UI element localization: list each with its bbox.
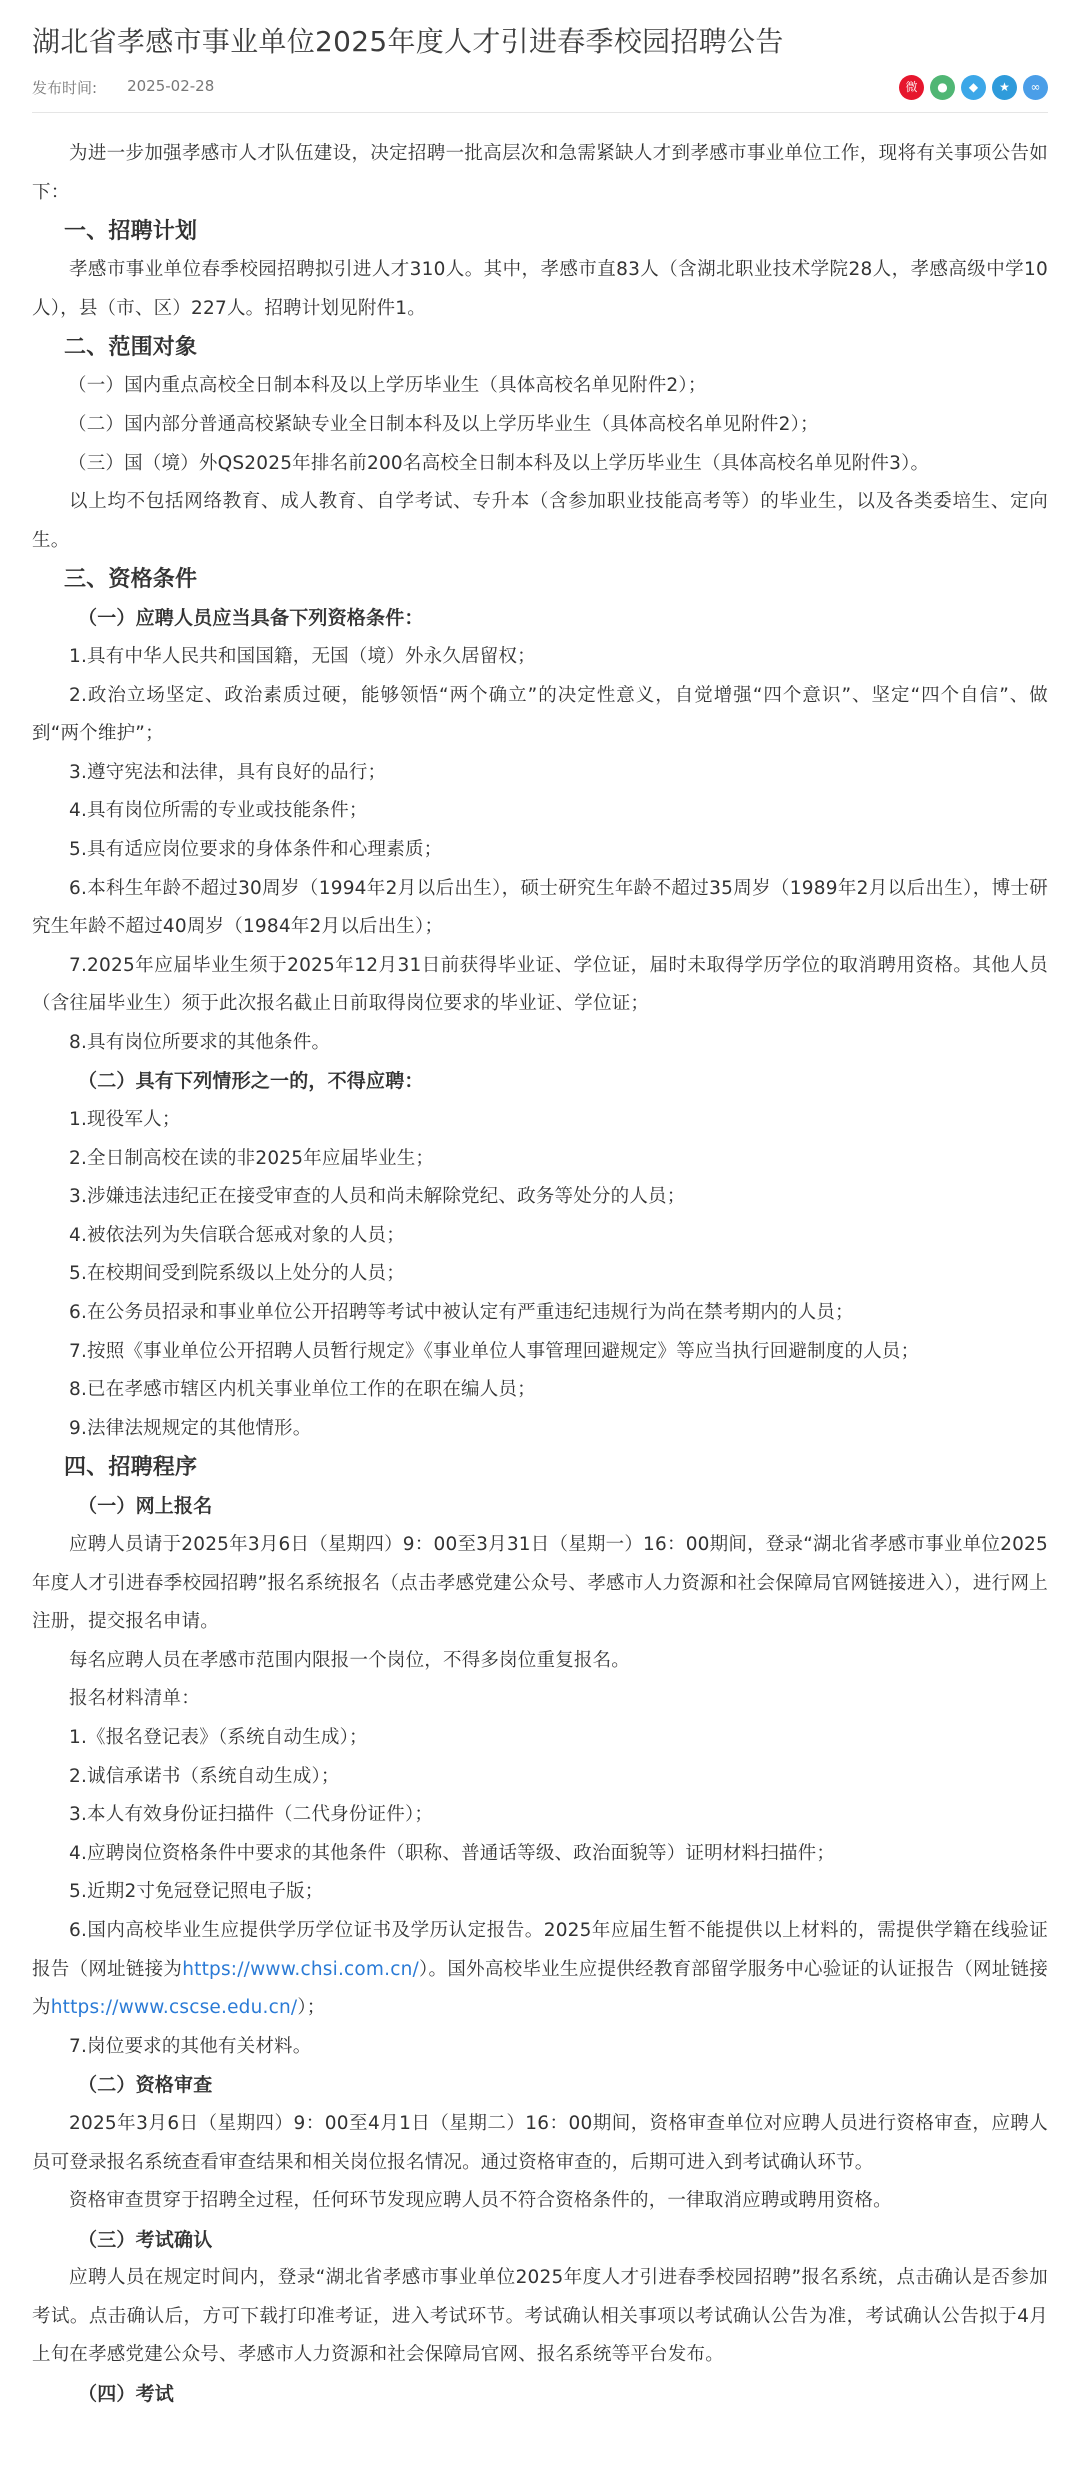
article-body: [32, 113, 1048, 2414]
cscse-link[interactable]: https://www.cscse.edu.cn/: [50, 1997, 298, 2019]
section-heading: 三、资格条件: [64, 567, 198, 593]
material-6-text-c: ）；: [297, 1997, 326, 2019]
paragraph: 2025年3月6日（星期四）9：00至4月1日（星期二）16：00期间，资格审查单位对应聘人员进行资格审查，应聘人员可登录报名系统查看审查结果和相关岗位报名情况。通过资格审查的，后期可进入到考试确认环节。: [32, 2112, 1048, 2173]
list-item: （三）国（境）外QS2025年排名前200名高校全日制本科及以上学历毕业生（具体高校名单见附件3）。: [68, 452, 930, 474]
list-item: 4.被依法列为失信联合惩戒对象的人员；: [69, 1224, 405, 1246]
qzone-icon[interactable]: ★: [992, 75, 1017, 100]
intro-paragraph: 为进一步加强孝感市人才队伍建设，决定招聘一批高层次和急需紧缺人才到孝感市事业单位工作，现将有关事项公告如下：: [32, 143, 1048, 203]
paragraph: 应聘人员在规定时间内，登录“湖北省孝感市事业单位2025年度人才引进春季校园招聘”报名系统，点击确认是否参加考试。点击确认后，方可下载打印准考证，进入考试环节。考试确认相关事项以考试确认公告为准，考试确认公告拟于4月上旬在孝感党建公众号、孝感市人力资源和社会保障局官网、报名系统等平台发布。: [32, 2267, 1048, 2366]
paragraph: 应聘人员请于2025年3月6日（星期四）9：00至3月31日（星期一）16：00期间，登录“湖北省孝感市事业单位2025年度人才引进春季校园招聘”报名系统报名（点击孝感党建公众号、孝感市人力资源和社会保障局官网链接进入），进行网上注册，提交报名申请。: [32, 1534, 1048, 1633]
paragraph: 以上均不包括网络教育、成人教育、自学考试、专升本（含参加职业技能高考等）的毕业生，以及各类委培生、定向生。: [32, 491, 1048, 551]
publish-label: 发布时间:: [32, 78, 98, 97]
subsection-heading: （一）网上报名: [78, 1495, 213, 1518]
list-item: 1.具有中华人民共和国国籍，无国（境）外永久居留权；: [69, 645, 536, 667]
list-item: 7.按照《事业单位公开招聘人员暂行规定》《事业单位人事管理回避规定》等应当执行回避制度的人员；: [69, 1340, 920, 1362]
list-item: [32, 1912, 1048, 2028]
material-6-text-b: ）。国外高校毕业生应提供经教育部留学服务中心验证的认证报告（网址链接为: [32, 1958, 1048, 2019]
list-item: 8.已在孝感市辖区内机关事业单位工作的在职在编人员；: [69, 1379, 536, 1401]
subsection-heading: （一）应聘人员应当具备下列资格条件：: [78, 607, 424, 630]
list-item: 4.应聘岗位资格条件中要求的其他条件（职称、普通话等级、政治面貌等）证明材料扫描件；: [69, 1842, 836, 1864]
list-item: 6.本科生年龄不超过30周岁（1994年2月以后出生），硕士研究生年龄不超过35周岁（1989年2月以后出生），博士研究生年龄不超过40周岁（1984年2月以后出生）；: [32, 877, 1048, 938]
list-item: 5.在校期间受到院系级以上处分的人员；: [69, 1263, 405, 1285]
section-heading: 四、招聘程序: [64, 1455, 198, 1481]
list-item: 5.具有适应岗位要求的身体条件和心理素质；: [69, 838, 443, 860]
list-item: 2.诚信承诺书（系统自动生成）；: [69, 1765, 340, 1787]
weibo-icon[interactable]: 微: [899, 75, 924, 100]
subsection-heading: （四）考试: [78, 2383, 175, 2406]
list-item: 3.涉嫌违法违纪正在接受审查的人员和尚未解除党纪、政务等处分的人员；: [69, 1186, 686, 1208]
more-share-icon[interactable]: ∞: [1023, 75, 1048, 100]
subsection-heading: （三）考试确认: [78, 2228, 213, 2251]
share-bar: [899, 75, 1048, 100]
paragraph: 资格审查贯穿于招聘全过程，任何环节发现应聘人员不符合资格条件的，一律取消应聘或聘用资格。: [69, 2190, 892, 2212]
subsection-heading: （二）资格审查: [78, 2074, 213, 2097]
materials-label: 报名材料清单：: [69, 1688, 200, 1710]
list-item: 5.近期2寸免冠登记照电子版；: [69, 1881, 324, 1903]
material-6-text-a: 6.国内高校毕业生应提供学历学位证书及学历认定报告。2025年应届生暂不能提供以上材料的，需提供学籍在线验证报告（网址链接为: [32, 1919, 1048, 1980]
list-item: 3.本人有效身份证扫描件（二代身份证件）；: [69, 1804, 434, 1826]
publish-info: [32, 77, 214, 98]
list-item: 2.政治立场坚定、政治素质过硬，能够领悟“两个确立”的决定性意义，自觉增强“四个意识”、坚定“四个自信”、做到“两个维护”；: [32, 684, 1048, 745]
qq-icon[interactable]: ◆: [961, 75, 986, 100]
list-item: （一）国内重点高校全日制本科及以上学历毕业生（具体高校名单见附件2）；: [68, 375, 707, 397]
paragraph: 孝感市事业单位春季校园招聘拟引进人才310人。其中，孝感市直83人（含湖北职业技术学院28人，孝感高级中学10人），县（市、区）227人。招聘计划见附件1。: [32, 259, 1048, 319]
list-item: 8.具有岗位所要求的其他条件。: [69, 1031, 331, 1053]
list-item: 2.全日制高校在读的非2025年应届毕业生；: [69, 1147, 435, 1169]
list-item: 9.法律法规规定的其他情形。: [69, 1417, 312, 1439]
list-item: 1.现役军人；: [69, 1109, 181, 1131]
list-item: 7.2025年应届毕业生须于2025年12月31日前获得毕业证、学位证，届时未取得学历学位的取消聘用资格。其他人员（含往届毕业生）须于此次报名截止日前取得岗位要求的毕业证、学位证；: [32, 954, 1048, 1015]
wechat-icon[interactable]: ●: [930, 75, 955, 100]
list-item: （二）国内部分普通高校紧缺专业全日制本科及以上学历毕业生（具体高校名单见附件2）；: [68, 413, 819, 435]
paragraph: 每名应聘人员在孝感市范围内限报一个岗位，不得多岗位重复报名。: [69, 1649, 631, 1671]
list-item: 6.在公务员招录和事业单位公开招聘等考试中被认定有严重违纪违规行为尚在禁考期内的人员；: [69, 1302, 854, 1324]
list-item: 7.岗位要求的其他有关材料。: [69, 2035, 312, 2057]
article-meta: [32, 62, 1048, 113]
subsection-heading: （二）具有下列情形之一的，不得应聘：: [78, 1070, 424, 1093]
section-heading: 二、范围对象: [64, 335, 198, 361]
publish-date: 2025-02-28: [127, 76, 215, 95]
list-item: 4.具有岗位所需的专业或技能条件；: [69, 800, 368, 822]
article-title: 湖北省孝感市事业单位2025年度人才引进春季校园招聘公告: [32, 25, 784, 58]
list-item: 1.《报名登记表》（系统自动生成）；: [69, 1726, 368, 1748]
list-item: 3.遵守宪法和法律，具有良好的品行；: [69, 761, 387, 783]
chsi-link[interactable]: https://www.chsi.com.cn/: [182, 1958, 419, 1980]
section-heading: 一、招聘计划: [64, 219, 198, 245]
